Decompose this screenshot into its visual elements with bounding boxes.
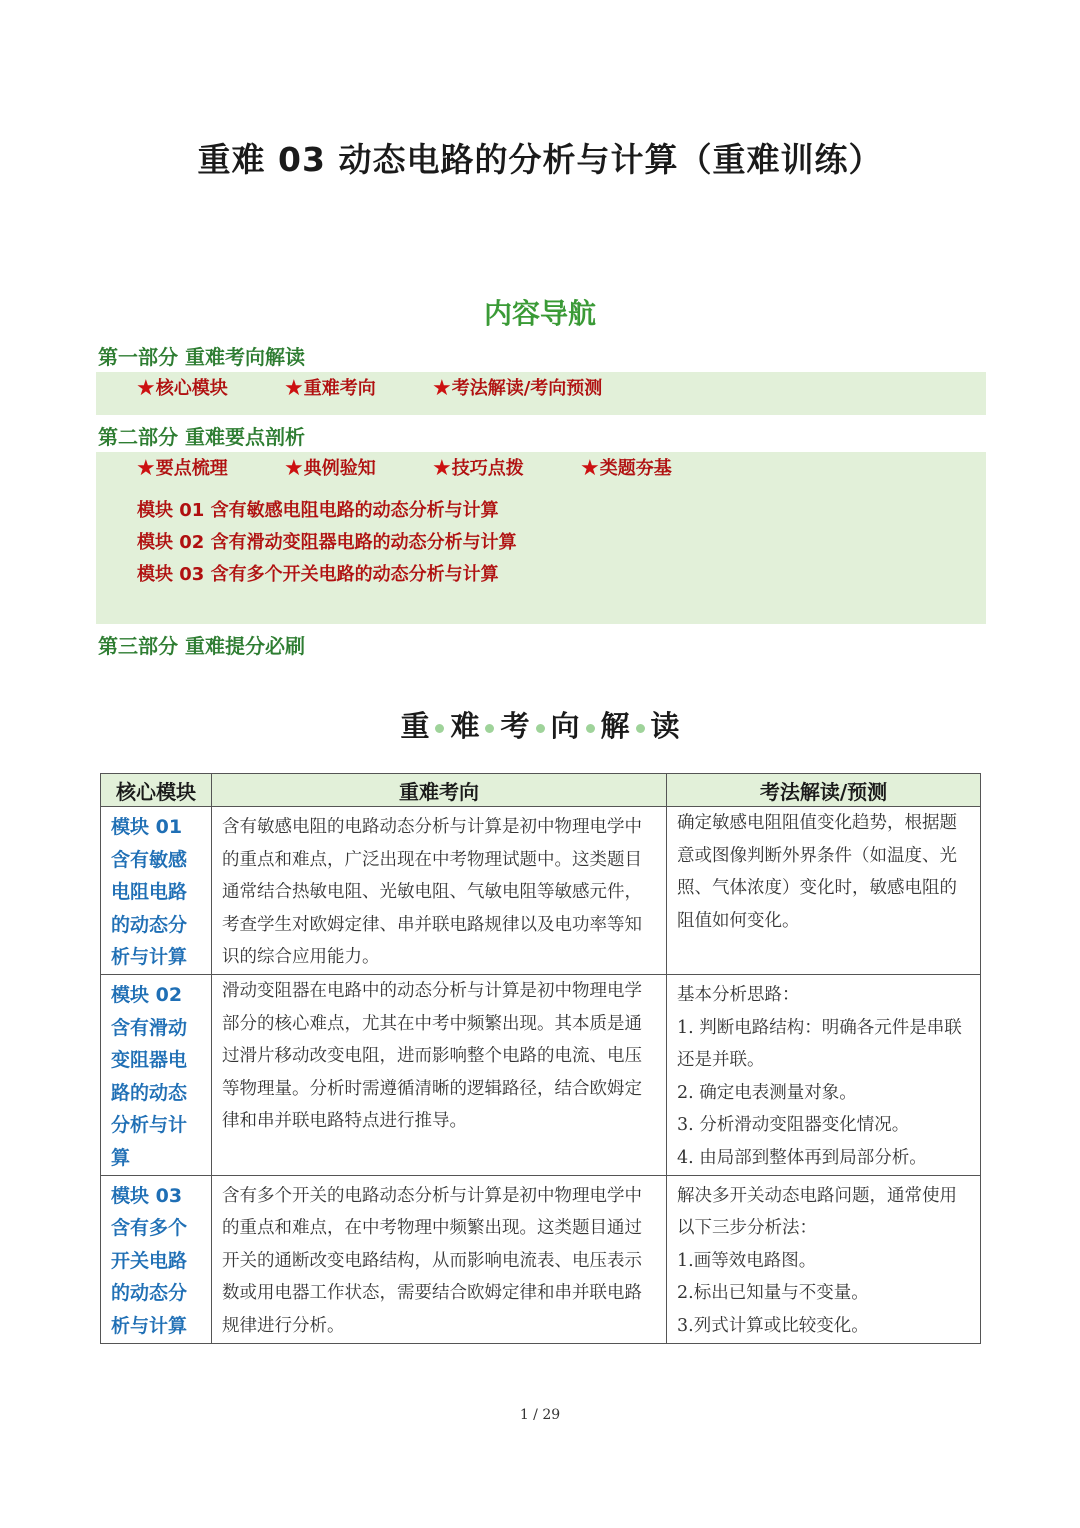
module-cell: 模块 02 含有滑动 变阻器电 路的动态 分析与计 算 bbox=[101, 974, 212, 1175]
part2-item-tips[interactable]: ★技巧点拨 bbox=[432, 456, 524, 481]
star-icon: ★ bbox=[432, 456, 452, 481]
direction-cell: 含有敏感电阻的电路动态分析与计算是初中物理电学中的重点和难点，广泛出现在中考物理试题中。这类题目通常结合热敏电阻、光敏电阻、气敏电阻等敏感元件，考查学生对欧姆定律、串并联电路规律以及电功率等知识的综合应用能力。 bbox=[212, 807, 667, 975]
part1-item-key-direction[interactable]: ★重难考向 bbox=[284, 376, 376, 401]
part1-item-interpretation[interactable]: ★考法解读/考向预测 bbox=[432, 376, 603, 401]
star-icon: ★ bbox=[284, 456, 304, 481]
star-icon: ★ bbox=[136, 376, 156, 401]
table-header-module: 核心模块 bbox=[101, 774, 212, 807]
interpretation-cell: 解决多开关动态电路问题，通常使用以下三步分析法： 1.画等效电路图。 2.标出已知量与不变量。 3.列式计算或比较变化。 bbox=[667, 1175, 981, 1343]
table-row bbox=[101, 1175, 981, 1343]
module-link-03[interactable]: 模块 03 含有多个开关电路的动态分析与计算 bbox=[137, 564, 499, 585]
interpretation-cell: 确定敏感电阻阻值变化趋势，根据题意或图像判断外界条件（如温度、光照、气体浓度）变化时，敏感电阻的阻值如何变化。 bbox=[667, 807, 981, 975]
table-row bbox=[101, 807, 981, 975]
part2-item-examples[interactable]: ★典例验知 bbox=[284, 456, 376, 481]
dot-separator bbox=[485, 724, 494, 733]
document-title: 重难 03 动态电路的分析与计算（重难训练） bbox=[197, 140, 883, 179]
module-link-02[interactable]: 模块 02 含有滑动变阻器电路的动态分析与计算 bbox=[137, 532, 517, 553]
direction-cell: 滑动变阻器在电路中的动态分析与计算是初中物理电学部分的核心难点，尤其在中考中频繁出现。其本质是通过滑片移动改变电阻，进而影响整个电路的电流、电压等物理量。分析时需遵循清晰的逻辑路径，结合欧姆定律和串并联电路特点进行推导。 bbox=[212, 974, 667, 1175]
part1-item-core-module[interactable]: ★核心模块 bbox=[136, 376, 228, 401]
interpretation-cell: 基本分析思路： 1. 判断电路结构：明确各元件是串联还是并联。 2. 确定电表测量对象。 3. 分析滑动变阻器变化情况。 4. 由局部到整体再到局部分析。 bbox=[667, 974, 981, 1175]
module-link-01[interactable]: 模块 01 含有敏感电阻电路的动态分析与计算 bbox=[137, 500, 499, 521]
section-title: 重 难 考 向 解 读 bbox=[400, 709, 680, 743]
table-header-interpretation: 考法解读/预测 bbox=[667, 774, 981, 807]
navigation-heading: 内容导航 bbox=[483, 297, 596, 330]
part2-label: 第二部分 重难要点剖析 bbox=[98, 425, 305, 449]
part2-item-key-points[interactable]: ★要点梳理 bbox=[136, 456, 228, 481]
star-icon: ★ bbox=[580, 456, 600, 481]
dot-separator bbox=[536, 724, 545, 733]
direction-cell: 含有多个开关的电路动态分析与计算是初中物理电学中的重点和难点，在中考物理中频繁出现。这类题目通过开关的通断改变电路结构，从而影响电流表、电压表示数或用电器工作状态，需要结合欧姆定律和串并联电路规律进行分析。 bbox=[212, 1175, 667, 1343]
table-header-direction: 重难考向 bbox=[212, 774, 667, 807]
dot-separator bbox=[586, 724, 595, 733]
part3-label: 第三部分 重难提分必刷 bbox=[98, 634, 305, 658]
page-number: 1 / 29 bbox=[519, 1407, 561, 1423]
module-cell: 模块 03 含有多个 开关电路 的动态分 析与计算 bbox=[101, 1175, 212, 1343]
table-row bbox=[101, 974, 981, 1175]
star-icon: ★ bbox=[284, 376, 304, 401]
part1-label: 第一部分 重难考向解读 bbox=[98, 345, 305, 369]
part2-item-practice[interactable]: ★类题夯基 bbox=[580, 456, 672, 481]
interpretation-table bbox=[100, 773, 981, 1344]
dot-separator bbox=[636, 724, 645, 733]
module-cell: 模块 01 含有敏感 电阻电路 的动态分 析与计算 bbox=[101, 807, 212, 975]
star-icon: ★ bbox=[432, 376, 452, 401]
dot-separator bbox=[435, 724, 444, 733]
star-icon: ★ bbox=[136, 456, 156, 481]
table-header-row bbox=[101, 774, 981, 807]
